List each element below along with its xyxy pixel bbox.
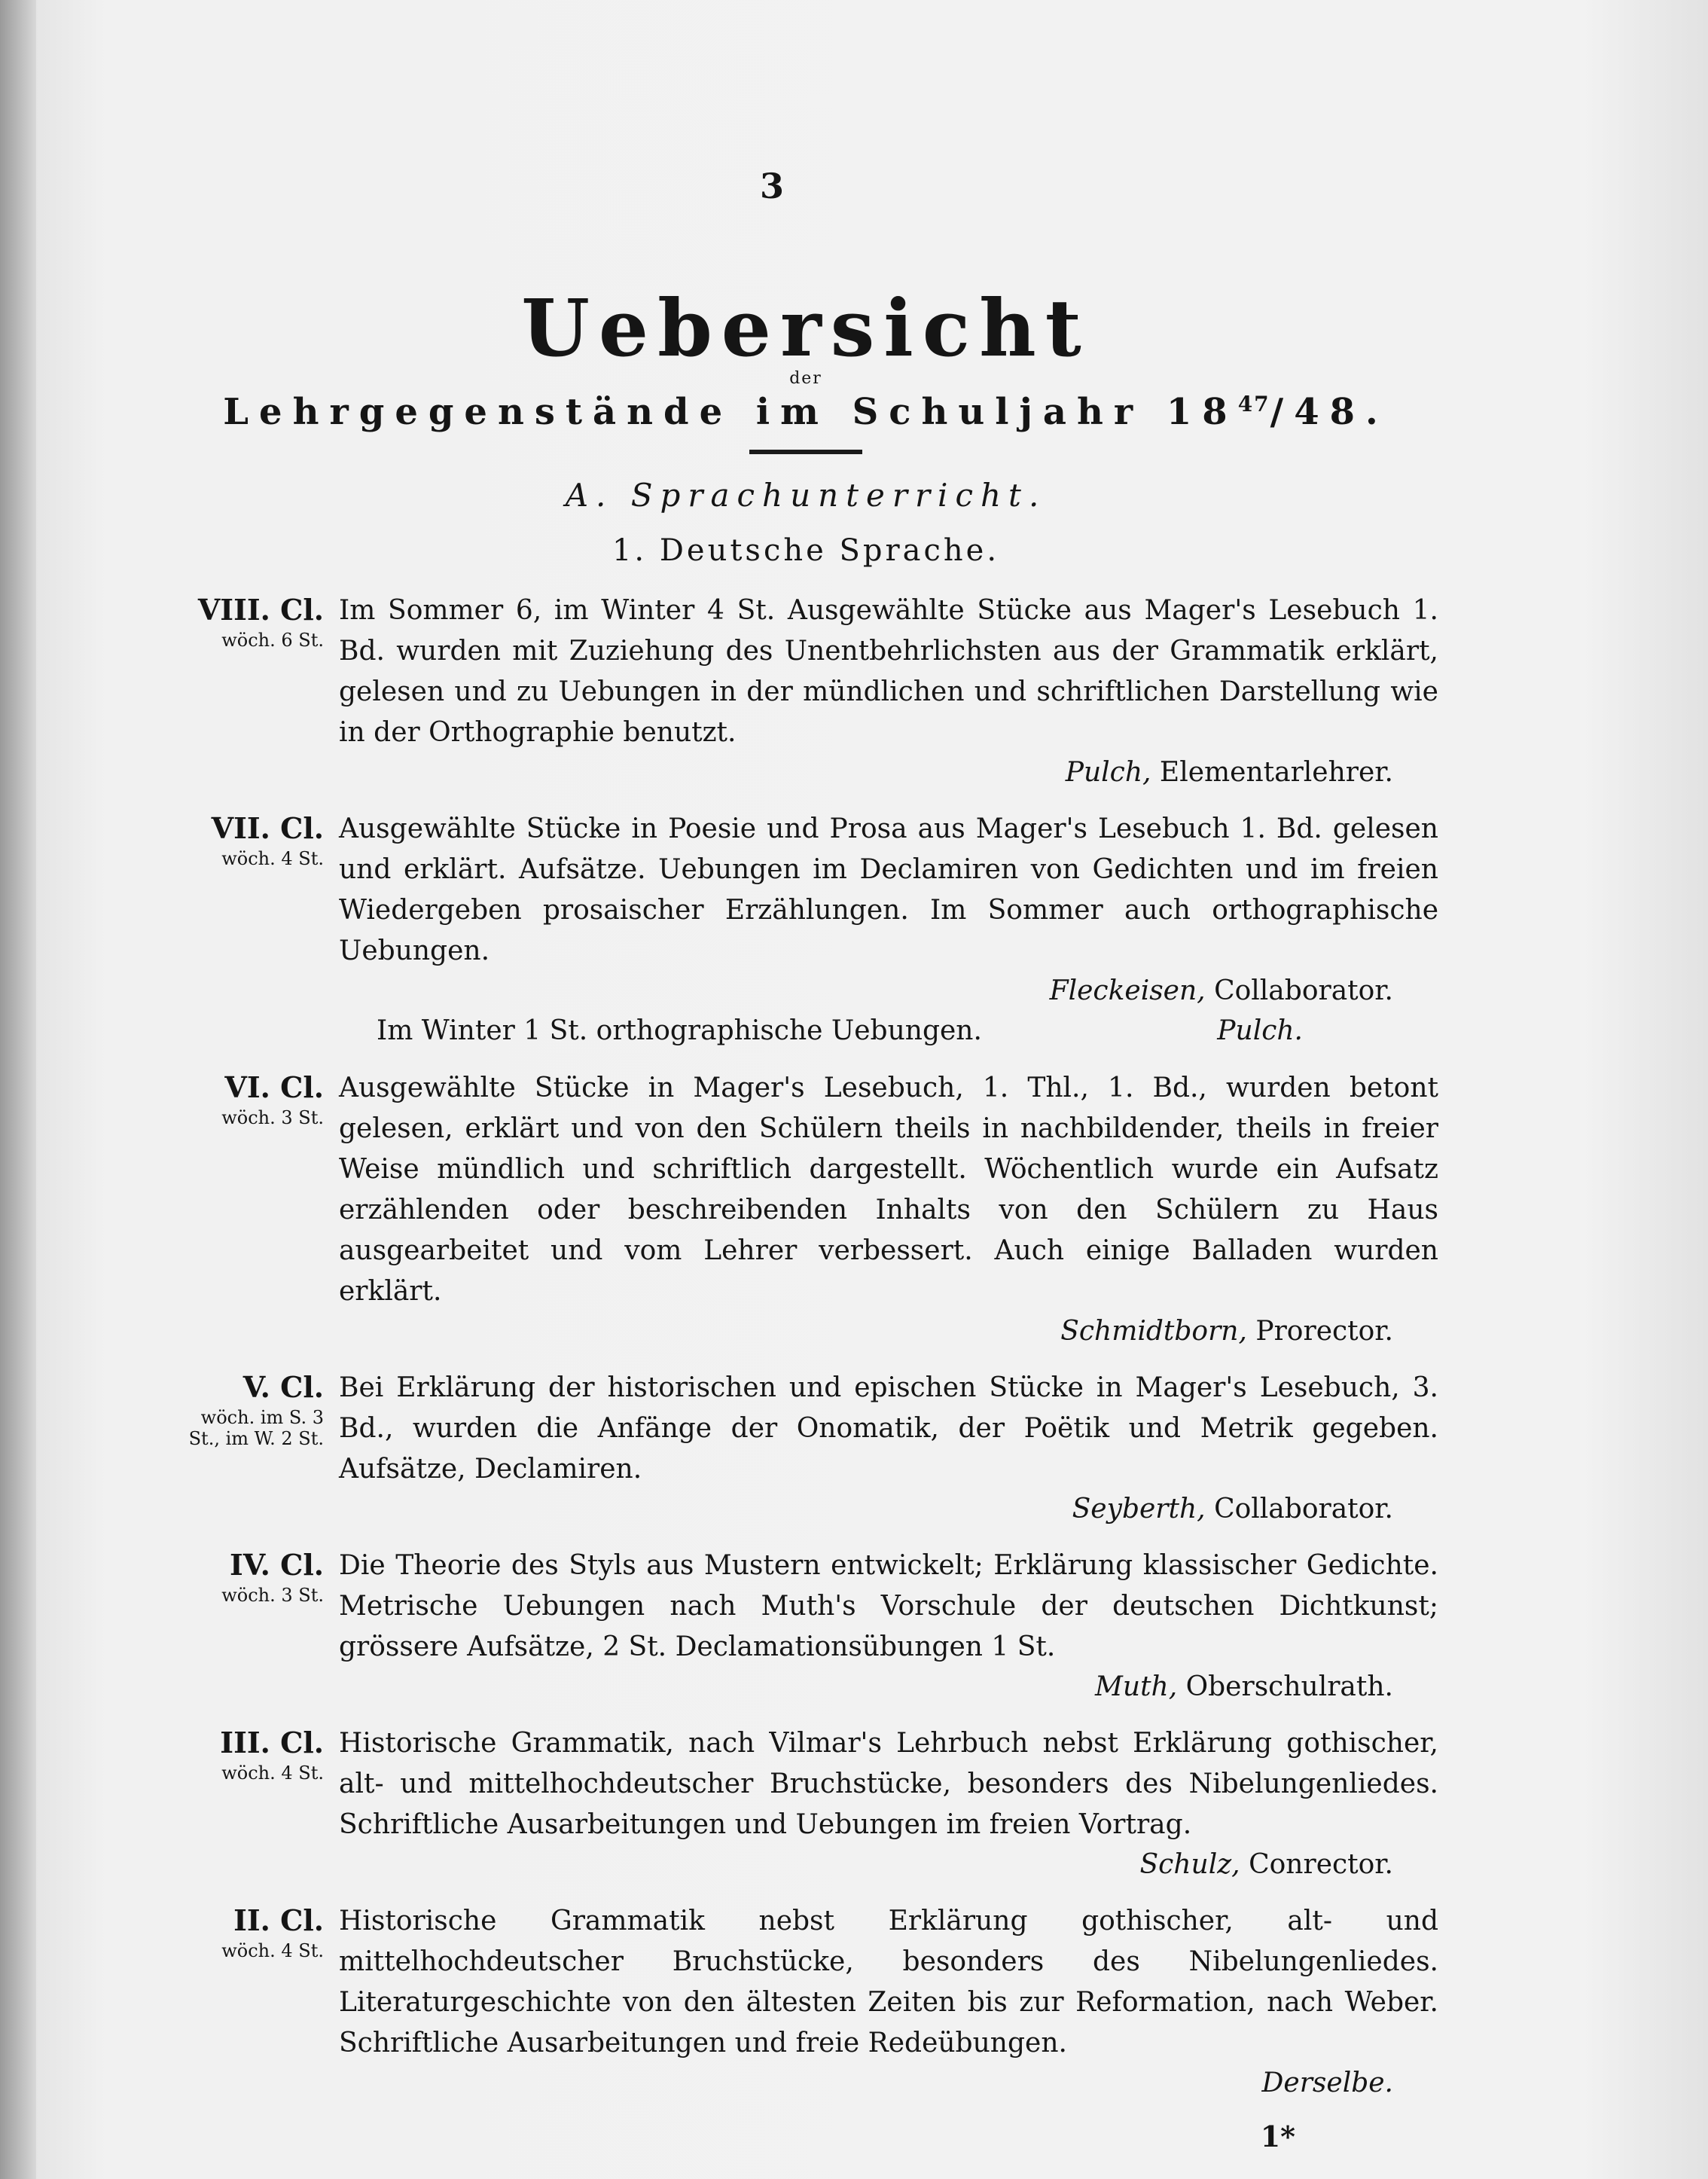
teacher-line [339,972,1438,1011]
teacher-role: Oberschulrath. [1185,1671,1393,1702]
class-description: Im Sommer 6, im Winter 4 St. Ausgewählte Stücke aus Mager's Lesebuch 1. Bd. wurden mit Zuziehung des Unentbehrlichsten aus der Grammatik erklärt, gelesen und zu Uebungen in der mündlichen und schriftlichen Darstellung wie in der Orthographie benutzt. [339,595,1438,748]
page-content [173,166,1438,2153]
class-name: VIII. Cl. [197,593,324,627]
teacher-name: Schulz, [1139,1849,1240,1880]
class-description: Bei Erklärung der historischen und epischen Stücke in Mager's Lesebuch, 3. Bd., wurden die Anfänge der Onomatik, der Poëtik und Metrik gegeben. Aufsätze, Declamiren. [339,1372,1438,1485]
class-name: II. Cl. [233,1903,324,1937]
extra-teacher: Pulch. [1217,1015,1303,1046]
subtitle-main: Lehrgegenstände im Schuljahr 18 [223,391,1238,433]
extra-line [339,1011,1438,1051]
class-name: VI. Cl. [224,1070,324,1104]
title-rule [749,450,862,454]
class-description: Die Theorie des Styls aus Mustern entwickelt; Erklärung klassischer Gedichte. Metrische Uebungen nach Muth's Vorschule der deutschen Dichtkunst; grössere Aufsätze, 2 St. Declamationsübungen 1 St. [339,1550,1438,1662]
signature-mark: 1* [1260,2119,1295,2153]
class-entry [173,1068,1438,1351]
teacher-role: Prorector. [1255,1316,1393,1347]
class-label [173,1723,324,1784]
class-description: Ausgewählte Stücke in Poesie und Prosa aus Mager's Lesebuch 1. Bd. gelesen und erklärt. Aufsätze. Uebungen im Declamiren von Gedichten und im freien Wiedergeben prosaischer Erzählungen. Im Sommer auch orthographische Uebungen. [339,813,1438,966]
class-description: Historische Grammatik, nach Vilmar's Lehrbuch nebst Erklärung gothischer, alt- und mittelhochdeutscher Bruchstücke, besonders des Nibelungenliedes. Schriftliche Ausarbeitungen und Uebungen im freien Vortrag. [339,1728,1438,1840]
class-entry [173,1368,1438,1529]
page-title: Uebersicht [521,282,1090,374]
class-entry [173,591,1438,792]
book-spine-shadow [0,0,36,2179]
class-entry [173,809,1438,1051]
teacher-name: Pulch, [1065,757,1151,788]
page-number: 3 [759,166,784,206]
teacher-role: Collaborator. [1214,1494,1393,1524]
class-hours: wöch. 4 St. [221,1762,324,1784]
teacher-name: Fleckeisen, [1049,975,1206,1006]
teacher-line [339,1312,1438,1351]
class-entry [173,1546,1438,1707]
class-description: Historische Grammatik nebst Erklärung gothischer, alt- und mittelhochdeutscher Bruchstücke, besonders des Nibelungenliedes. Literaturgeschichte von den ältesten Zeiten bis zur Reformation, nach Weber. Schriftliche Ausarbeitungen und freie Redeübungen. [339,1906,1438,2058]
class-hours: wöch. 3 St. [221,1107,324,1128]
teacher-line [339,1490,1438,1529]
class-name: V. Cl. [242,1370,324,1404]
teacher-name: Schmidtborn, [1060,1316,1247,1347]
class-description: Ausgewählte Stücke in Mager's Lesebuch, 1. Thl., 1. Bd., wurden betont gelesen, erklärt und von den Schülern theils in nachbildender, theils in freier Weise mündlich und schriftlich dargestellt. Wöchentlich wurde ein Aufsatz erzählenden oder beschreibenden Inhalts von den Schülern zu Haus ausgearbeitet und vom Lehrer verbessert. Auch einige Balladen wurden erklärt. [339,1073,1438,1307]
class-name: IV. Cl. [230,1548,324,1582]
class-entry [173,1723,1438,1884]
teacher-role: Conrector. [1249,1849,1393,1880]
class-label [173,809,324,869]
class-label [173,1901,324,1961]
teacher-name: Muth, [1095,1671,1178,1702]
class-hours: wöch. im S. 3 St., im W. 2 St. [188,1407,324,1449]
subsection-heading: 1. Deutsche Sprache. [612,533,1000,568]
teacher-line [339,1668,1438,1707]
class-hours: wöch. 3 St. [221,1585,324,1606]
class-name: VII. Cl. [211,811,324,845]
teacher-name: Derselbe. [1261,2068,1393,2098]
page-subtitle [173,391,1438,433]
class-label [173,591,324,651]
teacher-line [339,2064,1438,2103]
teacher-line [339,753,1438,792]
subtitle-year-end: /48. [1270,391,1389,433]
subtitle-year-sup: 47 [1237,392,1270,417]
class-hours: wöch. 6 St. [221,630,324,651]
class-entry [173,1901,1438,2103]
class-label [173,1368,324,1449]
section-heading: A. Sprachunterricht. [565,477,1047,514]
class-name: III. Cl. [220,1726,324,1759]
teacher-name: Seyberth, [1072,1494,1206,1524]
class-hours: wöch. 4 St. [221,848,324,869]
teacher-line [339,1845,1438,1884]
teacher-role: Elementarlehrer. [1159,757,1393,788]
class-label [173,1546,324,1606]
teacher-role: Collaborator. [1214,975,1393,1006]
title-connector: der [789,369,822,388]
extra-text: Im Winter 1 St. orthographische Uebungen. [377,1015,982,1046]
class-label [173,1068,324,1128]
class-hours: wöch. 4 St. [221,1940,324,1961]
